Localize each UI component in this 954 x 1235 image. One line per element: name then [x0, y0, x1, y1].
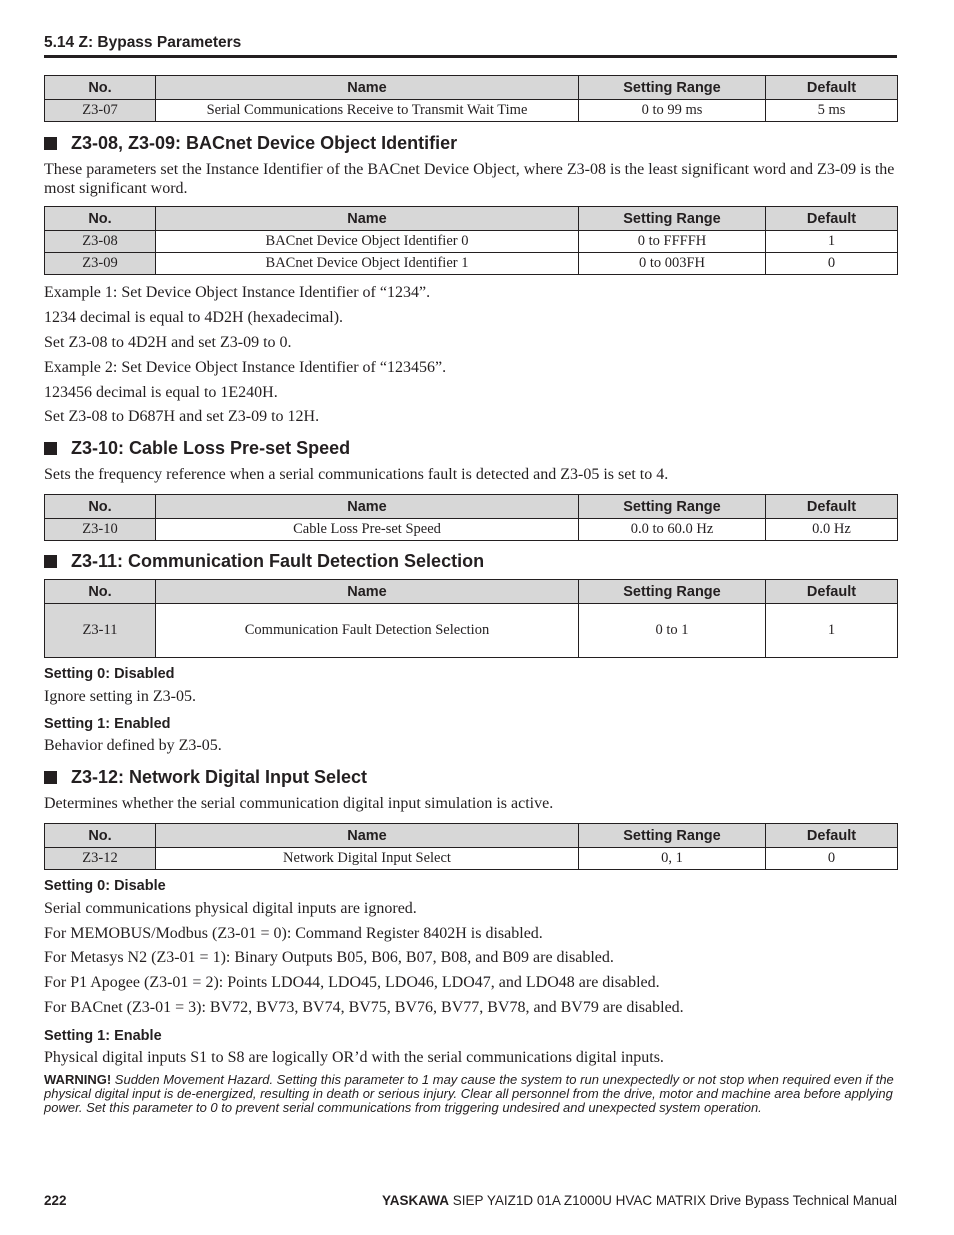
parameter-table-z3-10	[44, 494, 898, 541]
square-bullet-icon	[44, 771, 57, 784]
example-line: Example 1: Set Device Object Instance Identifier of “1234”.	[44, 284, 431, 301]
param-name: Cable Loss Pre-set Speed	[156, 519, 579, 541]
col-header-default: Default	[766, 207, 898, 231]
param-no: Z3-08	[45, 231, 156, 253]
col-header-setting-range: Setting Range	[579, 76, 766, 100]
col-header-setting-range: Setting Range	[579, 207, 766, 231]
param-no: Z3-12	[45, 848, 156, 870]
setting-0-text: Ignore setting in Z3-05.	[44, 688, 196, 705]
param-name: Communication Fault Detection Selection	[156, 604, 579, 658]
param-range: 0.0 to 60.0 Hz	[579, 519, 766, 541]
col-header-name: Name	[156, 495, 579, 519]
example-line: Set Z3-08 to 4D2H and set Z3-09 to 0.	[44, 334, 292, 351]
example-line: Example 2: Set Device Object Instance Identifier of “123456”.	[44, 359, 447, 376]
param-default: 1	[766, 604, 898, 658]
section-title: 5.14 Z: Bypass Parameters	[44, 34, 242, 51]
col-header-no: No.	[45, 824, 156, 848]
page-number: 222	[44, 1193, 67, 1208]
setting-1-text: Physical digital inputs S1 to S8 are logically OR’d with the serial communications digital inputs.	[44, 1049, 664, 1066]
param-name: Network Digital Input Select	[156, 848, 579, 870]
table-header-row	[45, 495, 898, 519]
col-header-no: No.	[45, 76, 156, 100]
col-header-setting-range: Setting Range	[579, 495, 766, 519]
setting-1-title: Setting 1: Enabled	[44, 716, 171, 732]
col-header-name: Name	[156, 76, 579, 100]
table-header-row	[45, 207, 898, 231]
setting-0-line: For Metasys N2 (Z3-01 = 1): Binary Outputs B05, B06, B07, B08, and B09 are disabled.	[44, 949, 614, 966]
heading-z3-11: Z3-11: Communication Fault Detection Selection	[44, 550, 484, 572]
param-name: Serial Communications Receive to Transmit Wait Time	[156, 100, 579, 122]
parameter-table-z3-07	[44, 75, 898, 122]
table-row	[45, 848, 898, 870]
col-header-setting-range: Setting Range	[579, 824, 766, 848]
param-range: 0 to 003FH	[579, 253, 766, 275]
heading-z3-08-z3-09: Z3-08, Z3-09: BACnet Device Object Identifier	[44, 132, 457, 154]
square-bullet-icon	[44, 137, 57, 150]
table-row	[45, 604, 898, 658]
table-row	[45, 253, 898, 275]
col-header-default: Default	[766, 495, 898, 519]
param-default: 0	[766, 848, 898, 870]
example-line: Set Z3-08 to D687H and set Z3-09 to 12H.	[44, 408, 320, 425]
param-range: 0 to FFFFH	[579, 231, 766, 253]
col-header-default: Default	[766, 76, 898, 100]
setting-0-line: Serial communications physical digital inputs are ignored.	[44, 900, 417, 917]
z3-08-description: These parameters set the Instance Identifier of the BACnet Device Object, where Z3-08 is the least significant word and Z3-09 is the most significant word.	[44, 161, 895, 197]
parameter-table-z3-08-z3-09	[44, 206, 898, 275]
setting-1-title: Setting 1: Enable	[44, 1028, 162, 1044]
setting-0-line: For MEMOBUS/Modbus (Z3-01 = 0): Command Register 8402H is disabled.	[44, 925, 543, 942]
setting-1-text: Behavior defined by Z3-05.	[44, 737, 222, 754]
warning-block	[44, 1073, 900, 1116]
col-header-no: No.	[45, 580, 156, 604]
param-range: 0 to 99 ms	[579, 100, 766, 122]
table-header-row	[45, 824, 898, 848]
param-range: 0, 1	[579, 848, 766, 870]
param-default: 5 ms	[766, 100, 898, 122]
col-header-default: Default	[766, 580, 898, 604]
heading-z3-12: Z3-12: Network Digital Input Select	[44, 766, 367, 788]
param-no: Z3-10	[45, 519, 156, 541]
col-header-name: Name	[156, 824, 579, 848]
parameter-table-z3-11	[44, 579, 898, 658]
table-row	[45, 231, 898, 253]
square-bullet-icon	[44, 442, 57, 455]
table-row	[45, 519, 898, 541]
setting-0-title: Setting 0: Disabled	[44, 666, 175, 682]
param-no: Z3-09	[45, 253, 156, 275]
example-line: 123456 decimal is equal to 1E240H.	[44, 384, 278, 401]
col-header-name: Name	[156, 580, 579, 604]
param-name: BACnet Device Object Identifier 1	[156, 253, 579, 275]
manual-title: SIEP YAIZ1D 01A Z1000U HVAC MATRIX Drive Bypass Technical Manual	[452, 1193, 897, 1208]
setting-0-title: Setting 0: Disable	[44, 878, 166, 894]
footer-manual-title	[382, 1193, 897, 1208]
col-header-setting-range: Setting Range	[579, 580, 766, 604]
parameter-table-z3-12	[44, 823, 898, 870]
setting-0-line: For P1 Apogee (Z3-01 = 2): Points LDO44, LDO45, LDO46, LDO47, and LDO48 are disabled.	[44, 974, 660, 991]
param-no: Z3-07	[45, 100, 156, 122]
warning-text: Sudden Movement Hazard. Setting this parameter to 1 may cause the system to run unexpectedly or not stop when required even if the physical digital input is de-energized, resulting in death or serious injury. Clear all personnel from the drive, motor and machine area before applying power. Set this parameter to 0 to prevent serial communications from triggering undesired and unexpected system operation.	[44, 1072, 894, 1116]
col-header-no: No.	[45, 207, 156, 231]
col-header-no: No.	[45, 495, 156, 519]
z3-10-description: Sets the frequency reference when a serial communications fault is detected and Z3-05 is set to 4.	[44, 466, 669, 483]
param-range: 0 to 1	[579, 604, 766, 658]
warning-label: WARNING!	[44, 1072, 112, 1087]
brand-name: YASKAWA	[382, 1193, 450, 1208]
param-default: 1	[766, 231, 898, 253]
z3-12-description: Determines whether the serial communication digital input simulation is active.	[44, 795, 554, 812]
example-line: 1234 decimal is equal to 4D2H (hexadecimal).	[44, 309, 344, 326]
param-default: 0.0 Hz	[766, 519, 898, 541]
setting-0-line: For BACnet (Z3-01 = 3): BV72, BV73, BV74, BV75, BV76, BV77, BV78, and BV79 are disabled.	[44, 999, 684, 1016]
heading-z3-10: Z3-10: Cable Loss Pre-set Speed	[44, 437, 350, 459]
section-header	[44, 34, 897, 58]
param-default: 0	[766, 253, 898, 275]
param-no: Z3-11	[45, 604, 156, 658]
col-header-name: Name	[156, 207, 579, 231]
table-header-row	[45, 580, 898, 604]
square-bullet-icon	[44, 555, 57, 568]
table-row	[45, 100, 898, 122]
col-header-default: Default	[766, 824, 898, 848]
param-name: BACnet Device Object Identifier 0	[156, 231, 579, 253]
table-header-row	[45, 76, 898, 100]
